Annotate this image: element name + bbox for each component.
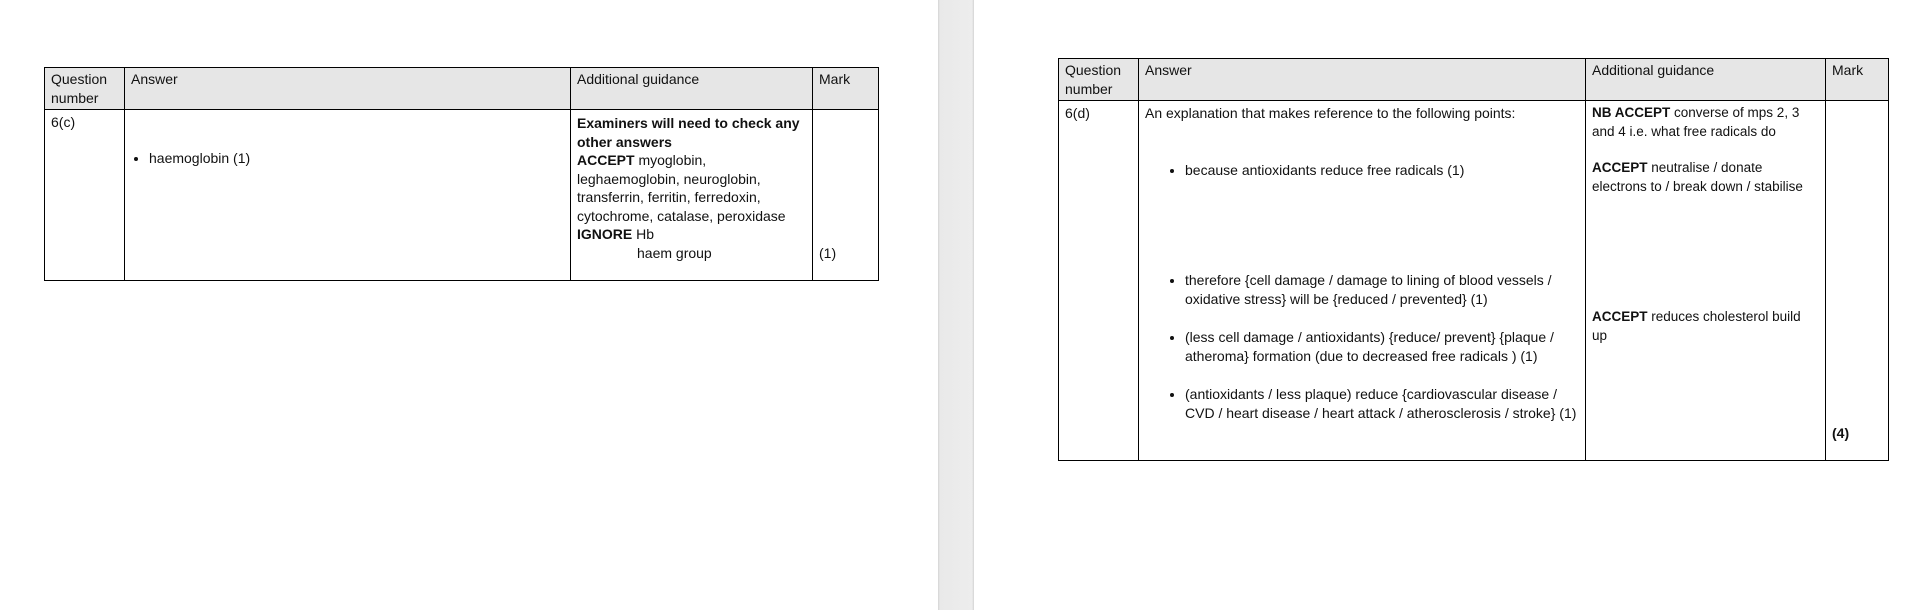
table-row bbox=[45, 110, 879, 281]
mark-value: (1) bbox=[819, 244, 837, 261]
table-header-row bbox=[1059, 59, 1889, 101]
header-answer: Answer bbox=[125, 68, 571, 110]
guidance-intro: Examiners will need to check any other answers bbox=[577, 115, 800, 150]
mark-value: (4) bbox=[1832, 424, 1850, 441]
mark-scheme-table-6d bbox=[1058, 58, 1889, 461]
header-mark: Mark bbox=[813, 68, 879, 110]
question-number-cell bbox=[45, 110, 125, 281]
ignore-keyword: IGNORE bbox=[577, 226, 633, 242]
accept-text: neutralise / donate electrons to / break down / stabilise bbox=[1592, 160, 1803, 194]
nb-accept-text: converse of mps 2, 3 and 4 i.e. what free radicals do bbox=[1592, 105, 1800, 139]
accept-text: myoglobin, leghaemoglobin, neuroglobin, transferrin, ferritin, ferredoxin, cytochrome, catalase, peroxidase bbox=[577, 152, 786, 224]
page-gutter bbox=[938, 0, 974, 610]
mark-cell bbox=[813, 110, 879, 281]
accept-keyword: ACCEPT bbox=[1592, 160, 1648, 175]
guidance-cell bbox=[571, 110, 813, 281]
ignore-text: Hb bbox=[632, 226, 655, 242]
header-mark: Mark bbox=[1826, 59, 1889, 101]
question-number: 6(d) bbox=[1065, 105, 1090, 121]
header-question-number: Question number bbox=[1059, 59, 1139, 101]
document-page-left bbox=[0, 0, 938, 610]
guidance-cell bbox=[1586, 101, 1826, 461]
header-question-number: Question number bbox=[45, 68, 125, 110]
guidance-ignore bbox=[577, 225, 806, 244]
table-header-row bbox=[45, 68, 879, 110]
guidance-accept-2 bbox=[1592, 308, 1819, 345]
guidance-ignore-2: haem group bbox=[637, 244, 712, 261]
mark-scheme-table-6c bbox=[44, 67, 879, 281]
header-additional-guidance: Additional guidance bbox=[1586, 59, 1826, 101]
answer-cell bbox=[125, 110, 571, 281]
answer-point: • because antioxidants reduce free radicals (1) bbox=[1185, 161, 1579, 180]
answer-point: • (less cell damage / antioxidants) {reduce/ prevent} {plaque / atheroma} formation (due to decreased free radicals ) (1) bbox=[1185, 328, 1579, 365]
guidance-accept-1 bbox=[1592, 159, 1819, 196]
guidance-accept bbox=[577, 151, 806, 225]
accept-text: reduces cholesterol build up bbox=[1592, 309, 1801, 343]
header-additional-guidance: Additional guidance bbox=[571, 68, 813, 110]
table-row bbox=[1059, 101, 1889, 461]
answer-cell bbox=[1139, 101, 1586, 461]
guidance-nb-accept bbox=[1592, 104, 1819, 141]
mark-cell bbox=[1826, 101, 1889, 461]
question-number: 6(c) bbox=[51, 114, 76, 130]
accept-keyword: ACCEPT bbox=[1592, 309, 1648, 324]
nb-accept-keyword: NB ACCEPT bbox=[1592, 105, 1671, 120]
answer-point: • (antioxidants / less plaque) reduce {cardiovascular disease / CVD / heart disease / heart attack / atherosclerosis / stroke} (1) bbox=[1185, 385, 1579, 422]
answer-point: • haemoglobin (1) bbox=[149, 149, 564, 168]
answer-point: • therefore {cell damage / damage to lining of blood vessels / oxidative stress} will be {reduced / prevented} (1) bbox=[1185, 271, 1579, 308]
document-page-right bbox=[974, 0, 1910, 610]
header-answer: Answer bbox=[1139, 59, 1586, 101]
accept-keyword: ACCEPT bbox=[577, 152, 635, 168]
question-number-cell bbox=[1059, 101, 1139, 461]
answer-intro: An explanation that makes reference to the following points: bbox=[1145, 105, 1516, 121]
